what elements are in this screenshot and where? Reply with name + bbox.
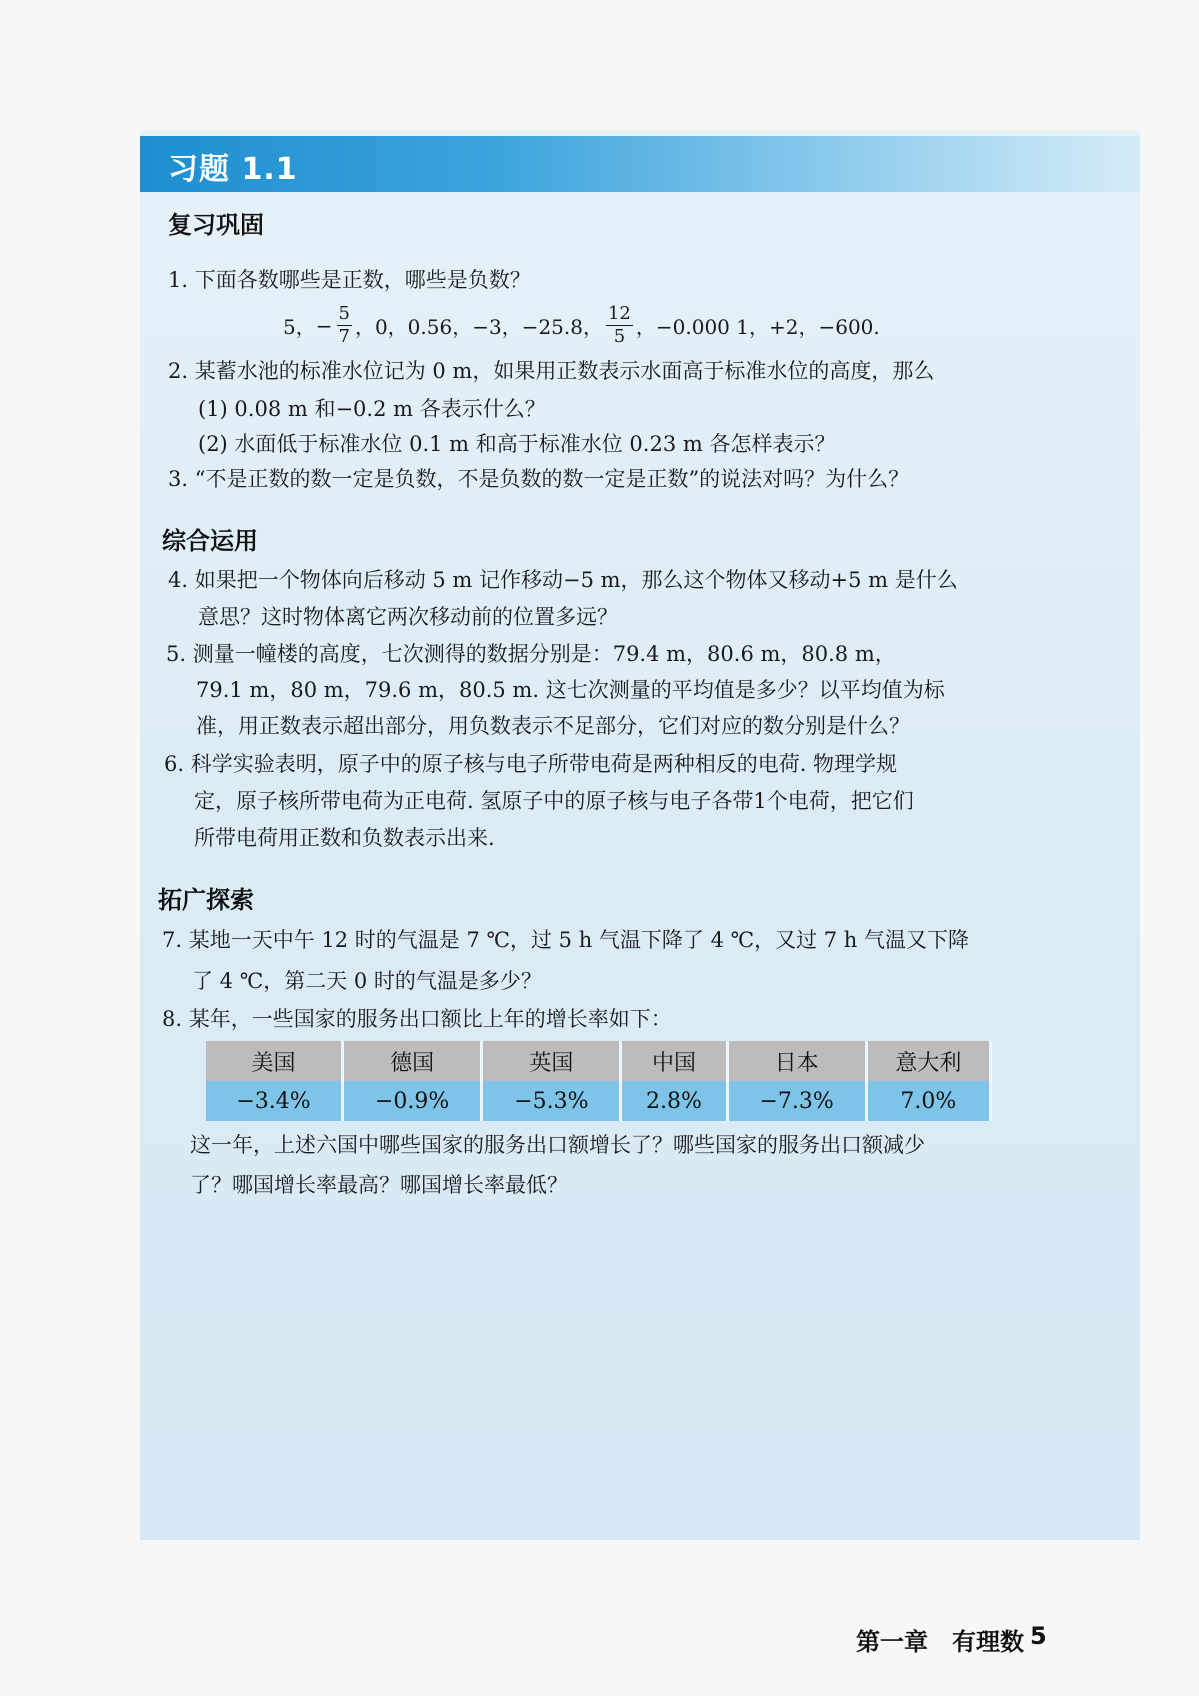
table-header-row (206, 1041, 991, 1081)
q4-line2: 意思？这时物体离它两次移动前的位置多远？ (198, 605, 618, 629)
table-value-cell: −5.3% (482, 1081, 621, 1121)
q1-n3: ，−0.000 1，+2，−600. (635, 315, 880, 339)
q8-after-line2: 了？哪国增长率最高？哪国增长率最低？ (190, 1173, 568, 1197)
section-review: 复习巩固 (168, 211, 264, 239)
table-header-cell: 德国 (343, 1041, 482, 1081)
q6-line3: 所带电荷用正数和负数表示出来. (194, 826, 495, 850)
q1-frac2 (606, 303, 633, 348)
q5-line1: 5. 测量一幢楼的高度，七次测得的数据分别是：79.4 m，80.6 m，80.8 m， (166, 642, 896, 666)
q4-line1: 4. 如果把一个物体向后移动 5 m 记作移动−5 m，那么这个物体又移动+5 m 是什么 (168, 568, 958, 592)
table-header-cell: 中国 (621, 1041, 727, 1081)
q5-line3: 准，用正数表示超出部分，用负数表示不足部分，它们对应的数分别是什么？ (196, 714, 910, 738)
q2-sub2: (2) 水面低于标准水位 0.1 m 和高于标准水位 0.23 m 各怎样表示？ (198, 432, 836, 456)
q8-after-line1: 这一年，上述六国中哪些国家的服务出口额增长了？哪些国家的服务出口额减少 (190, 1133, 925, 1157)
q1-text: 1. 下面各数哪些是正数，哪些是负数？ (168, 268, 531, 292)
q5-line2: 79.1 m，80 m，79.6 m，80.5 m. 这七次测量的平均值是多少？以平均值为标 (196, 678, 945, 702)
exercise-title: 习题 1.1 (168, 152, 298, 187)
table-value-cell: −7.3% (727, 1081, 866, 1121)
table-header-cell: 美国 (206, 1041, 343, 1081)
q1-frac2-den: 5 (613, 326, 626, 347)
q7-line1: 7. 某地一天中午 12 时的气温是 7 ℃，过 5 h 气温下降了 4 ℃，又过 7 h 气温又下降 (162, 928, 970, 952)
table-value-cell: 2.8% (621, 1081, 727, 1121)
growth-rate-table (206, 1041, 992, 1121)
q1-frac1-den: 7 (338, 326, 350, 347)
table-header-cell: 日本 (727, 1041, 866, 1081)
table-value-row (206, 1081, 991, 1121)
section-apply: 综合运用 (162, 527, 258, 555)
table-value-cell: 7.0% (866, 1081, 990, 1121)
table-header-cell: 意大利 (866, 1041, 990, 1081)
q1-frac1 (337, 303, 352, 348)
q8-text: 8. 某年，一些国家的服务出口额比上年的增长率如下： (162, 1007, 672, 1031)
section-explore: 拓广探索 (158, 886, 254, 914)
q1-numbers (283, 303, 880, 348)
q2-sub1: (1) 0.08 m 和−0.2 m 各表示什么？ (198, 397, 546, 421)
q1-frac1-num: 5 (338, 303, 350, 324)
q6-line2: 定，原子核所带电荷为正电荷. 氢原子中的原子核与电子各带1个电荷，把它们 (194, 789, 914, 813)
table-value-cell: −3.4% (206, 1081, 343, 1121)
exercise-banner (140, 136, 1140, 192)
q7-line2: 了 4 ℃，第二天 0 时的气温是多少？ (192, 969, 542, 993)
q1-n2: ，0，0.56，−3，−25.8， (354, 315, 603, 339)
q3-text: 3. “不是正数的数一定是负数，不是负数的数一定是正数”的说法对吗？为什么？ (168, 467, 910, 491)
table-header-cell: 英国 (482, 1041, 621, 1081)
chapter-footer: 第一章 有理数 (856, 1628, 1024, 1656)
table-value-cell: −0.9% (343, 1081, 482, 1121)
q1-frac2-num: 12 (607, 303, 631, 324)
q2-text: 2. 某蓄水池的标准水位记为 0 m，如果用正数表示水面高于标准水位的高度，那么 (168, 359, 935, 383)
q1-frac1-sign: − (315, 313, 333, 338)
q1-n1: 5， (283, 315, 316, 339)
page-number: 5 (1030, 1622, 1047, 1650)
q6-line1: 6. 科学实验表明，原子中的原子核与电子所带电荷是两种相反的电荷. 物理学规 (164, 752, 898, 776)
